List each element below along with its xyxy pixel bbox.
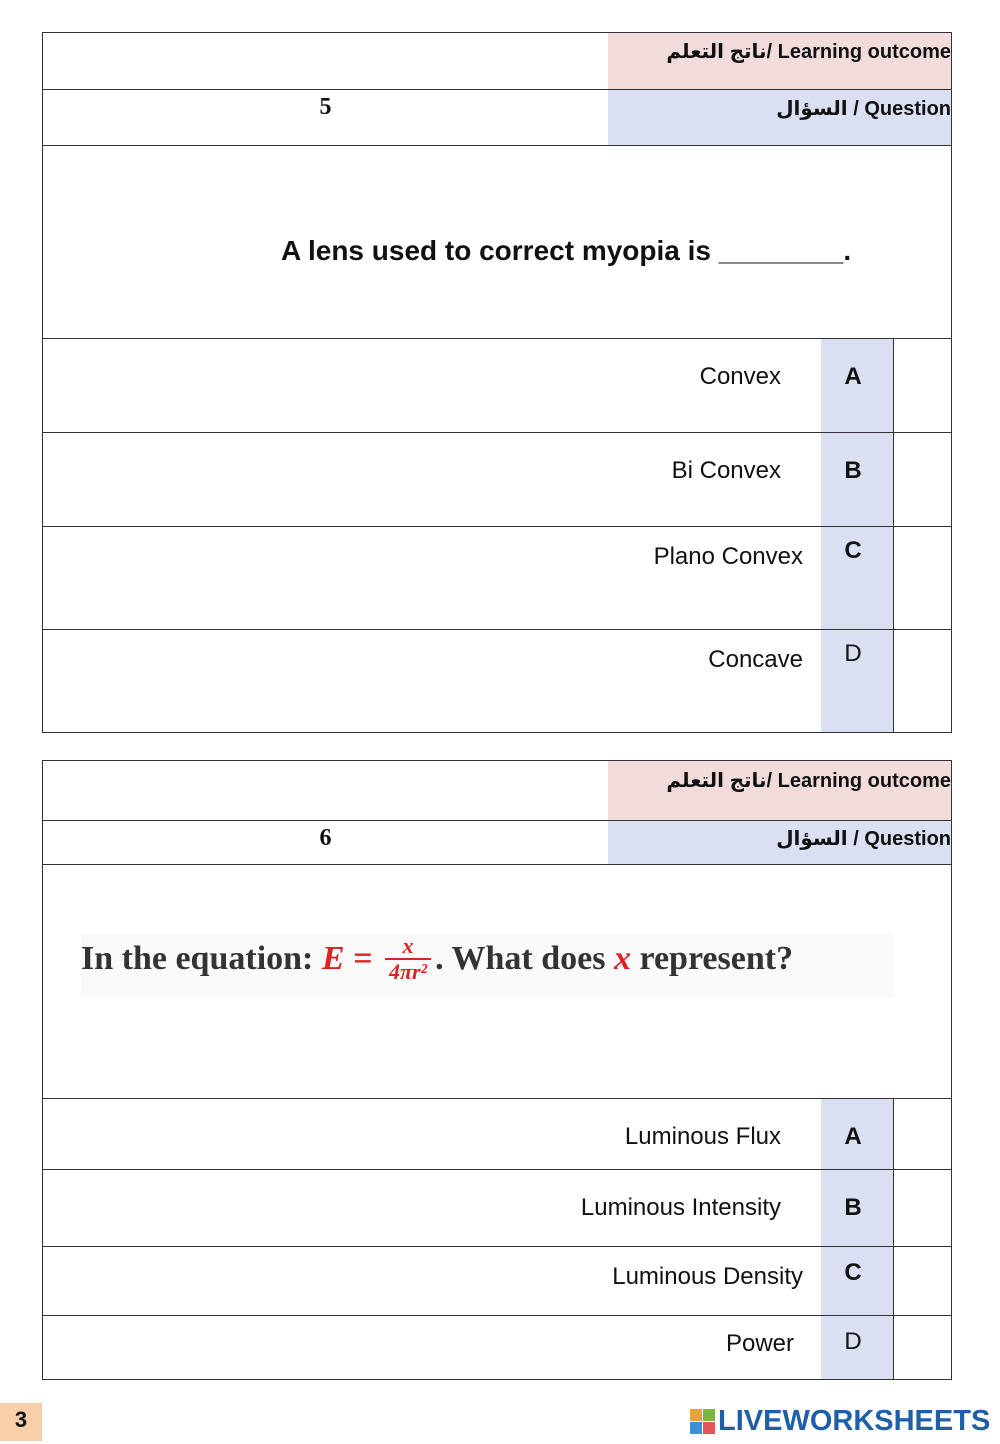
option-letter: C [844, 1259, 862, 1286]
question-number-row [42, 820, 952, 865]
question-number: 5 [319, 94, 332, 120]
learning-outcome-header [608, 33, 951, 89]
option-a[interactable] [42, 1099, 952, 1170]
option-text: Bi Convex [671, 457, 781, 484]
equation-fraction [385, 934, 431, 984]
question-label: السؤال / Question [776, 98, 951, 120]
question-label: السؤال / Question [776, 828, 951, 850]
page-number: 3 [0, 1403, 42, 1441]
liveworksheets-icon [690, 1409, 716, 1435]
option-letter: D [844, 640, 862, 667]
learning-outcome-row [42, 760, 952, 821]
brand-name: LIVEWORKSHEETS [718, 1405, 991, 1437]
learning-outcome-value[interactable] [43, 761, 609, 820]
question-text: A lens used to correct myopia is ________. [281, 235, 852, 266]
option-letter: A [844, 1123, 862, 1150]
equation-denominator: 4πr² [388, 959, 428, 985]
question-number-cell [43, 90, 609, 145]
learning-outcome-label: ناتج التعلم/ Learning outcome [666, 770, 951, 792]
question-body [42, 864, 952, 1099]
option-d[interactable] [42, 630, 952, 733]
learning-outcome-value[interactable] [43, 33, 609, 89]
option-text: Luminous Density [612, 1263, 803, 1290]
option-b[interactable] [42, 433, 952, 527]
option-text: Luminous Intensity [580, 1194, 781, 1221]
option-text: Convex [699, 363, 781, 390]
option-text: Plano Convex [653, 543, 803, 570]
equation-variable: x [613, 940, 631, 978]
question-text: In the equation: E = $\frac{x}{\text{4πr²}}$ . What does x represent? [81, 934, 893, 998]
question-header [608, 821, 951, 864]
option-text: Power [725, 1330, 794, 1357]
learning-outcome-row [42, 32, 952, 90]
option-c[interactable] [42, 1247, 952, 1316]
question-number-row [42, 89, 952, 146]
option-text: Concave [708, 646, 803, 673]
equation-numerator: x [385, 934, 431, 960]
option-letter: C [844, 537, 862, 564]
equation-lhs: E = [321, 940, 381, 978]
question-number-cell [43, 821, 609, 864]
learning-outcome-label: ناتج التعلم/ Learning outcome [666, 41, 951, 63]
option-c[interactable] [42, 527, 952, 630]
question-number: 6 [319, 825, 332, 851]
question-header [608, 90, 951, 145]
option-letter: B [844, 457, 862, 484]
option-letter: D [844, 1328, 862, 1355]
option-d[interactable] [42, 1316, 952, 1380]
option-letter: A [844, 363, 862, 390]
question-body [42, 145, 952, 339]
learning-outcome-header [608, 761, 951, 820]
option-letter: B [844, 1194, 862, 1221]
liveworksheets-logo[interactable] [690, 1403, 990, 1439]
option-a[interactable] [42, 339, 952, 433]
option-b[interactable] [42, 1170, 952, 1247]
option-text: Luminous Flux [624, 1123, 781, 1150]
